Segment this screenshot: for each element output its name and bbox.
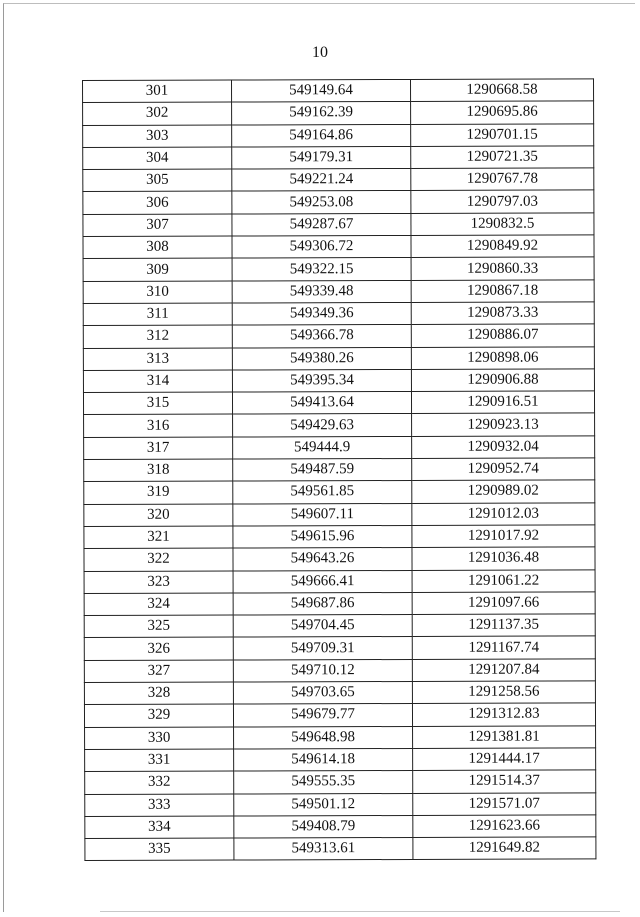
x-coordinate-cell: 549648.98 (234, 726, 413, 749)
point-number-cell: 320 (84, 504, 233, 527)
y-coordinate-cell: 1291012.03 (412, 503, 595, 526)
table-row (83, 146, 594, 170)
y-coordinate-cell: 1290668.58 (410, 79, 593, 102)
table-row (84, 659, 595, 683)
table-row (83, 280, 594, 304)
x-coordinate-cell: 549366.78 (232, 325, 411, 348)
x-coordinate-cell: 549162.39 (232, 102, 411, 125)
point-number-cell: 305 (83, 169, 232, 192)
x-coordinate-cell: 549349.36 (232, 302, 411, 325)
x-coordinate-cell: 549679.77 (233, 704, 412, 727)
y-coordinate-cell: 1290701.15 (411, 123, 594, 146)
point-number-cell: 308 (83, 236, 232, 259)
point-number-cell: 307 (83, 214, 232, 237)
scan-bottom-line (100, 911, 620, 912)
table-row (83, 101, 594, 125)
point-number-cell: 304 (83, 147, 232, 170)
y-coordinate-cell: 1291649.82 (413, 837, 596, 860)
point-number-cell: 333 (85, 794, 234, 817)
y-coordinate-cell: 1290721.35 (411, 146, 594, 169)
x-coordinate-cell: 549413.64 (232, 392, 411, 415)
table-row (83, 213, 594, 237)
point-number-cell: 316 (84, 414, 233, 437)
point-number-cell: 327 (84, 660, 233, 683)
table-row (83, 79, 594, 103)
y-coordinate-cell: 1290886.07 (411, 324, 594, 347)
point-number-cell: 317 (84, 437, 233, 460)
x-coordinate-cell: 549710.12 (233, 659, 412, 682)
point-number-cell: 302 (83, 102, 232, 125)
table-row (84, 436, 595, 460)
x-coordinate-cell: 549704.45 (233, 615, 412, 638)
y-coordinate-cell: 1290695.86 (411, 101, 594, 124)
x-coordinate-cell: 549555.35 (234, 771, 413, 794)
point-number-cell: 324 (84, 593, 233, 616)
point-number-cell: 328 (84, 682, 233, 705)
point-number-cell: 319 (84, 481, 233, 504)
y-coordinate-cell: 1290849.92 (411, 235, 594, 258)
y-coordinate-cell: 1290916.51 (411, 391, 594, 414)
point-number-cell: 314 (83, 370, 232, 393)
x-coordinate-cell: 549615.96 (233, 525, 412, 548)
table-row (83, 324, 594, 348)
x-coordinate-cell: 549501.12 (234, 793, 413, 816)
table-row (85, 748, 596, 772)
y-coordinate-cell: 1290873.33 (411, 302, 594, 325)
x-coordinate-cell: 549149.64 (232, 79, 411, 102)
x-coordinate-cell: 549164.86 (232, 124, 411, 147)
y-coordinate-cell: 1290797.03 (411, 190, 594, 213)
x-coordinate-cell: 549408.79 (234, 815, 413, 838)
y-coordinate-cell: 1291312.83 (412, 703, 595, 726)
point-number-cell: 322 (84, 548, 233, 571)
y-coordinate-cell: 1291036.48 (412, 547, 595, 570)
table-row (83, 257, 594, 281)
table-row (83, 346, 594, 370)
x-coordinate-cell: 549313.61 (234, 838, 413, 861)
table-row (84, 413, 595, 437)
point-number-cell: 318 (84, 459, 233, 482)
table-row (83, 369, 594, 393)
x-coordinate-cell: 549287.67 (232, 213, 411, 236)
x-coordinate-cell: 549561.85 (233, 481, 412, 504)
y-coordinate-cell: 1290932.04 (412, 436, 595, 459)
y-coordinate-cell: 1291514.37 (413, 770, 596, 793)
coordinates-table (82, 78, 596, 861)
y-coordinate-cell: 1290923.13 (412, 413, 595, 436)
point-number-cell: 311 (83, 303, 232, 326)
x-coordinate-cell: 549444.9 (233, 436, 412, 459)
y-coordinate-cell: 1291061.22 (412, 569, 595, 592)
x-coordinate-cell: 549687.86 (233, 592, 412, 615)
table-row (84, 592, 595, 616)
point-number-cell: 315 (83, 392, 232, 415)
point-number-cell: 310 (83, 281, 232, 304)
x-coordinate-cell: 549666.41 (233, 570, 412, 593)
x-coordinate-cell: 549614.18 (234, 748, 413, 771)
y-coordinate-cell: 1291258.56 (412, 681, 595, 704)
table-row (84, 525, 595, 549)
table-row (84, 547, 595, 571)
y-coordinate-cell: 1291017.92 (412, 525, 595, 548)
point-number-cell: 303 (83, 125, 232, 148)
table-row (83, 235, 594, 259)
table-row (83, 391, 594, 415)
table-row (85, 792, 596, 816)
y-coordinate-cell: 1291207.84 (412, 659, 595, 682)
y-coordinate-cell: 1291571.07 (413, 792, 596, 815)
y-coordinate-cell: 1291623.66 (413, 815, 596, 838)
x-coordinate-cell: 549221.24 (232, 169, 411, 192)
x-coordinate-cell: 549306.72 (232, 236, 411, 259)
page-number: 10 (312, 44, 328, 61)
table-row (84, 569, 595, 593)
table-row (84, 503, 595, 527)
point-number-cell: 306 (83, 192, 232, 215)
y-coordinate-cell: 1291167.74 (412, 636, 595, 659)
point-number-cell: 332 (85, 771, 234, 794)
x-coordinate-cell: 549709.31 (233, 637, 412, 660)
x-coordinate-cell: 549339.48 (232, 280, 411, 303)
table-row (84, 703, 595, 727)
x-coordinate-cell: 549703.65 (233, 681, 412, 704)
point-number-cell: 309 (83, 258, 232, 281)
y-coordinate-cell: 1290898.06 (411, 346, 594, 369)
table-row (85, 815, 596, 839)
x-coordinate-cell: 549607.11 (233, 503, 412, 526)
point-number-cell: 326 (84, 637, 233, 660)
table-row (84, 636, 595, 660)
point-number-cell: 313 (83, 348, 232, 371)
table-row (84, 614, 595, 638)
point-number-cell: 312 (83, 325, 232, 348)
y-coordinate-cell: 1290906.88 (411, 369, 594, 392)
point-number-cell: 301 (83, 80, 232, 103)
y-coordinate-cell: 1290832.5 (411, 213, 594, 236)
y-coordinate-cell: 1290989.02 (412, 480, 595, 503)
point-number-cell: 331 (85, 749, 234, 772)
y-coordinate-cell: 1291444.17 (413, 748, 596, 771)
table-row (85, 725, 596, 749)
y-coordinate-cell: 1290867.18 (411, 280, 594, 303)
y-coordinate-cell: 1291137.35 (412, 614, 595, 637)
x-coordinate-cell: 549429.63 (233, 414, 412, 437)
point-number-cell: 323 (84, 571, 233, 594)
table-row (83, 190, 594, 214)
point-number-cell: 334 (85, 816, 234, 839)
table-row (84, 458, 595, 482)
point-number-cell: 325 (84, 615, 233, 638)
y-coordinate-cell: 1290952.74 (412, 458, 595, 481)
x-coordinate-cell: 549322.15 (232, 258, 411, 281)
point-number-cell: 321 (84, 526, 233, 549)
coordinates-table-body (83, 79, 596, 861)
y-coordinate-cell: 1291097.66 (412, 592, 595, 615)
y-coordinate-cell: 1291381.81 (413, 725, 596, 748)
x-coordinate-cell: 549253.08 (232, 191, 411, 214)
x-coordinate-cell: 549380.26 (232, 347, 411, 370)
point-number-cell: 329 (84, 704, 233, 727)
x-coordinate-cell: 549179.31 (232, 146, 411, 169)
table-row (83, 123, 594, 147)
table-row (85, 770, 596, 794)
x-coordinate-cell: 549643.26 (233, 548, 412, 571)
x-coordinate-cell: 549395.34 (232, 369, 411, 392)
y-coordinate-cell: 1290767.78 (411, 168, 594, 191)
table-row (84, 480, 595, 504)
x-coordinate-cell: 549487.59 (233, 459, 412, 482)
table-row (85, 837, 596, 861)
y-coordinate-cell: 1290860.33 (411, 257, 594, 280)
point-number-cell: 330 (85, 727, 234, 750)
table-row (84, 681, 595, 705)
coordinates-table-wrapper (82, 78, 592, 861)
table-row (83, 302, 594, 326)
point-number-cell: 335 (85, 838, 234, 861)
table-row (83, 168, 594, 192)
